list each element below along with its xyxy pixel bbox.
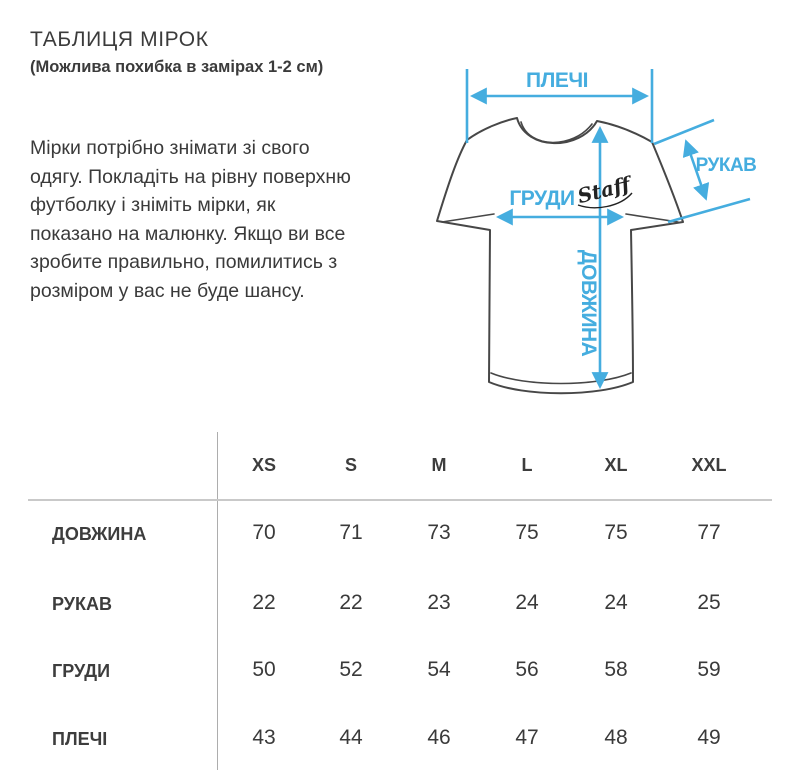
sleeve-label: РУКАВ [695,155,757,176]
row-label: ГРУДИ [52,661,111,681]
tshirt-outline [437,118,683,393]
table-cell: 58 [604,658,628,681]
row-label: ДОВЖИНА [52,524,147,544]
table-cell: 44 [339,726,363,749]
chest-label: ГРУДИ [509,187,575,210]
instructions-line: показано на малюнку. Якщо ви все [30,222,346,245]
table-cell: 24 [515,591,539,614]
table-cell: 71 [339,521,363,544]
measurement-instructions [30,134,351,305]
instructions-line: розміром у вас не буде шансу. [30,279,305,302]
table-cell: 22 [339,591,363,614]
table-cell: 48 [604,726,628,749]
column-header: L [521,455,533,475]
column-header: XL [604,455,628,475]
tolerance-note: (Можлива похибка в замірах 1-2 см) [30,58,324,76]
column-header: XXL [691,455,727,475]
table-cell: 56 [515,658,539,681]
table-cell: 22 [252,591,276,614]
instructions-line: футболку і зніміть мірки, як [30,194,276,216]
brand-logo-text: Staff [575,171,633,209]
table-cell: 24 [604,591,628,614]
sleeve-guide-top [654,120,714,144]
column-header: M [431,455,447,475]
table-cell: 54 [427,658,451,681]
table-cell: 47 [515,726,539,749]
row-label: ПЛЕЧІ [52,729,108,749]
row-label: РУКАВ [52,594,112,614]
column-header: XS [251,455,276,475]
sleeve-guide-bottom [668,199,750,222]
table-cell: 77 [697,521,721,544]
table-cell: 73 [427,521,451,544]
table-cell: 23 [427,591,451,614]
table-cell: 75 [515,521,539,544]
table-cell: 52 [339,658,363,681]
table-cell: 25 [697,591,721,614]
table-cell: 46 [427,726,451,749]
instructions-line: одягу. Покладіть на рівну поверхню [30,165,351,188]
table-header-divider [28,499,772,501]
table-cell: 59 [697,658,721,681]
shoulders-label: ПЛЕЧІ [526,69,588,92]
instructions-line: Мірки потрібно знімати зі свого [30,137,310,159]
tshirt-measurement-diagram [430,25,800,425]
column-header: S [344,455,357,475]
length-label: ДОВЖИНА [577,249,600,357]
table-cell: 50 [252,658,276,681]
instructions-line: зробите правильно, помилитись з [30,251,338,273]
table-cell: 75 [604,521,628,544]
page-title: ТАБЛИЦЯ МІРОК [30,28,209,51]
table-cell: 70 [252,521,276,544]
table-cell: 49 [697,726,721,749]
table-vertical-divider [217,432,218,770]
table-cell: 43 [252,726,276,749]
